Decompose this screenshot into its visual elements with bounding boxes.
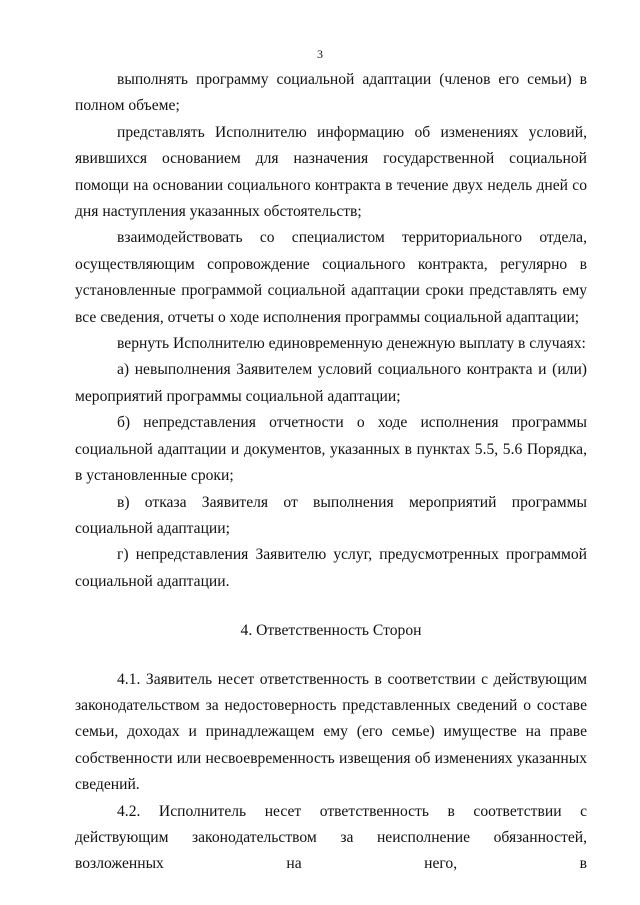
paragraph-case-c: в) отказа Заявителя от выполнения мероприятий программы социальной адаптации; [75,493,587,537]
paragraph-return-payment: вернуть Исполнителю единовременную денежную выплату в случаях: [117,335,586,353]
paragraph-4-1: 4.1. Заявитель несет ответственность в соответствии с действующим законодательством за недостоверность представленных сведений о составе семьи, доходах и принадлежащем ему (его семье) имуществе на праве собственности или несвоевременность извещения об изменениях указанных сведений. [75,670,587,794]
paragraph-program-obligation: выполнять программу социальной адаптации (членов его семьи) в полном объеме; [75,71,587,115]
paragraph-case-b: б) непредставления отчетности о ходе исполнения программы социальной адаптации и документов, указанных в пунктах 5.5, 5.6 Порядка, в установленные сроки; [75,414,587,485]
page-number: 3 [317,47,323,61]
paragraph-inform-executor: представлять Исполнителю информацию об изменениях условий, явившихся основанием для назначения государственной социальной помощи на основании социального контракта в течение двух недель дней со дня наступления указанных обстоятельств; [75,123,587,221]
section-heading-responsibility: 4. Ответственность Сторон [240,622,422,640]
paragraph-interact-specialist: взаимодействовать со специалистом территориального отдела, осуществляющим сопровождение социального контракта, регулярно в установленные программой социальной адаптации сроки представлять ему все сведения, отчеты о ходе исполнения программы социальной адаптации; [75,229,587,326]
document-body [75,67,587,878]
paragraph-case-d: г) непредставления Заявителю услуг, предусмотренных программой социальной адаптации. [75,546,587,590]
paragraph-4-2: 4.2. Исполнитель несет ответственность в соответствии с действующим законодательством за неисполнение обязанностей, возложенных на него, в [75,802,587,873]
paragraph-case-a: а) невыполнения Заявителем условий социального контракта и (или) мероприятий программы социальной адаптации; [75,361,587,405]
